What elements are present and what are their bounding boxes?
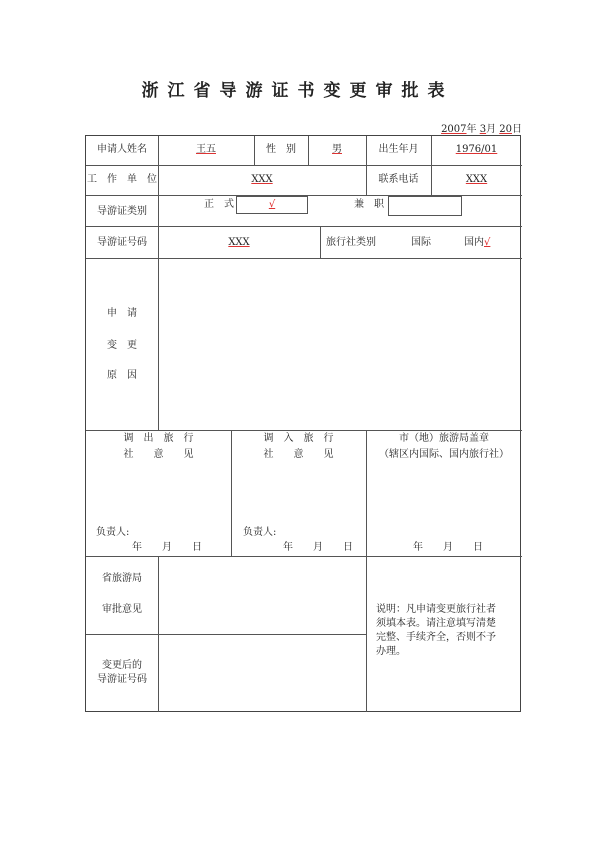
employer-value: XXX [251,174,273,185]
in-agency-person: 负责人: [243,527,277,538]
birth-value: 1976/01 [455,144,498,155]
type-label: 导游证类别 [97,206,147,217]
domestic-label [464,237,490,249]
intl-label: 国际 [411,237,431,248]
form-title: 浙江省导游证书变更审批表 [141,81,454,101]
reason-line-3: 原 因 [107,370,137,381]
fulltime-box [236,196,308,214]
note-line-3: 完整、手续齐全，否则不予 [376,632,496,643]
form-table [85,135,521,712]
note-line-4: 办理。 [376,646,406,657]
employer-label: 工 作 单 位 [87,174,157,185]
note-line-2: 须填本表。请注意填写清楚 [376,618,496,629]
row-divider [86,258,522,259]
number-label: 导游证号码 [97,237,147,248]
new-number-line-2: 导游证号码 [97,674,147,685]
out-agency-line-1: 调 出 旅 行 [123,433,194,444]
out-agency-person: 负责人: [96,527,130,538]
domestic-label-text: 国内 [464,237,484,248]
col-divider [158,258,159,430]
row-divider [86,165,522,166]
date-day: 20 [499,124,512,135]
fulltime-label: 正 式 [204,199,234,210]
in-agency-line-1: 调 入 旅 行 [263,433,334,444]
reason-line-2: 变 更 [107,340,137,351]
in-agency-line-2: 社 意 见 [263,449,334,460]
city-bureau-line-1: 市（地）旅游局盖章 [399,433,489,444]
parttime-label: 兼 职 [354,199,384,210]
date-month: 3 [479,124,487,135]
province-line-1: 省旅游局 [102,573,142,584]
phone-value: XXX [465,174,488,185]
row-divider [86,226,522,227]
phone-label: 联系电话 [378,174,419,185]
gender-value: 男 [332,144,342,155]
parttime-box [388,196,462,216]
name-value: 王五 [196,144,216,155]
in-agency-date: 年 月 日 [283,542,353,553]
form-date [382,120,522,135]
date-month-unit: 月 [486,124,497,135]
row-divider [86,634,366,635]
row-divider [86,556,522,557]
number-value: XXX [228,237,250,248]
province-line-2: 审批意见 [102,604,142,615]
fulltime-check-icon: √ [268,199,276,210]
out-agency-line-2: 社 意 见 [123,449,194,460]
new-number-line-1: 变更后的 [102,660,142,671]
date-day-unit: 日 [512,124,522,135]
row-divider [86,430,522,431]
agency-type-label: 旅行社类别 [326,237,376,248]
date-year-unit: 年 [466,124,477,135]
gender-label: 性 别 [266,144,296,155]
col-divider [366,556,367,712]
city-bureau-date: 年 月 日 [413,542,483,553]
domestic-check-icon: √ [484,237,491,248]
city-bureau-line-2: （辖区内国际、国内旅行社） [379,449,509,460]
out-agency-date: 年 月 日 [132,542,202,553]
name-label: 申请人姓名 [97,144,147,155]
birth-label: 出生年月 [378,144,419,155]
col-divider [158,556,159,712]
date-year: 2007 [441,124,467,135]
note-line-1: 说明：凡申请变更旅行社者 [376,604,496,615]
reason-line-1: 申 请 [107,308,137,319]
